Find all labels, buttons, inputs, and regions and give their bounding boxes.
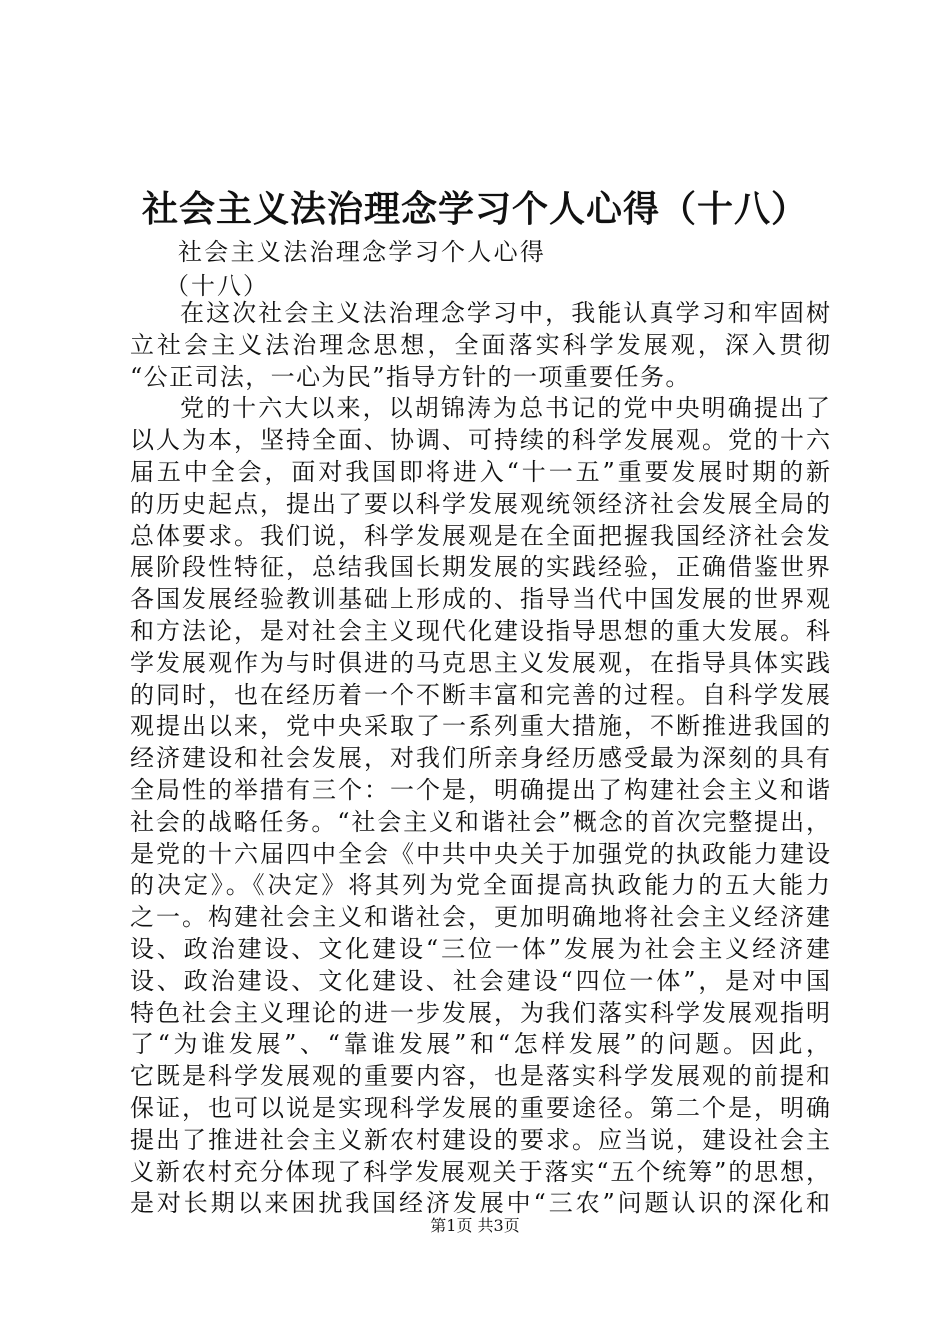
body-line: 保证，也可以说是实现科学发展的重要途径。第二个是，明确: [130, 1093, 830, 1122]
body-line: 学发展观作为与时俱进的马克思主义发展观，在指导具体实践: [130, 648, 830, 677]
body-line: 设、政治建设、文化建设“三位一体”发展为社会主义经济建: [130, 934, 830, 963]
body-line: 义新农村充分体现了科学发展观关于落实“五个统筹”的思想，: [130, 1157, 830, 1186]
body-line: 经济建设和社会发展，对我们所亲身经历感受最为深刻的具有: [130, 744, 830, 773]
document-title: 社会主义法治理念学习个人心得（十八）: [141, 188, 808, 230]
body-line: 总体要求。我们说，科学发展观是在全面把握我国经济社会发: [130, 521, 830, 550]
body-line: 观提出以来，党中央采取了一系列重大措施，不断推进我国的: [130, 712, 830, 741]
document-subtitle: 社会主义法治理念学习个人心得: [178, 238, 547, 266]
document-subtitle-number: （十八）: [165, 272, 269, 300]
body-line: 特色社会主义理论的进一步发展，为我们落实科学发展观指明: [130, 998, 830, 1027]
body-line: 展阶段性特征，总结我国长期发展的实践经验，正确借鉴世界: [130, 553, 830, 582]
body-line: 党的十六大以来，以胡锦涛为总书记的党中央明确提出了: [180, 394, 830, 423]
body-line: 在这次社会主义法治理念学习中，我能认真学习和牢固树: [180, 299, 830, 327]
body-line: 提出了推进社会主义新农村建设的要求。应当说，建设社会主: [130, 1125, 830, 1154]
body-line: “公正司法，一心为民”指导方针的一项重要任务。: [130, 362, 691, 391]
body-line: 的历史起点，提出了要以科学发展观统领经济社会发展全局的: [130, 489, 830, 518]
document-body: [130, 298, 830, 1220]
page-footer: 第1页 共3页: [430, 1216, 520, 1235]
body-line: 的决定》。《决定》将其列为党全面提高执政能力的五大能力: [130, 871, 830, 900]
body-line: 了“为谁发展”、“靠谁发展”和“怎样发展”的问题。因此，: [130, 1030, 830, 1059]
body-line: 是对长期以来困扰我国经济发展中“三农”问题认识的深化和: [130, 1189, 830, 1218]
body-line: 以人为本，坚持全面、协调、可持续的科学发展观。党的十六: [130, 426, 830, 455]
body-line: 立社会主义法治理念思想，全面落实科学发展观，深入贯彻: [130, 330, 830, 359]
body-line: 各国发展经验教训基础上形成的、指导当代中国发展的世界观: [130, 585, 830, 614]
body-line: 届五中全会，面对我国即将进入“十一五”重要发展时期的新: [130, 457, 830, 486]
body-line: 它既是科学发展观的重要内容，也是落实科学发展观的前提和: [130, 1062, 830, 1091]
body-line: 全局性的举措有三个：一个是，明确提出了构建社会主义和谐: [130, 775, 830, 804]
body-line: 设、政治建设、文化建设、社会建设“四位一体”，是对中国: [130, 966, 830, 995]
body-line: 的同时，也在经历着一个不断丰富和完善的过程。自科学发展: [130, 680, 830, 709]
body-line: 和方法论，是对社会主义现代化建设指导思想的重大发展。科: [130, 616, 830, 645]
body-line: 之一。构建社会主义和谐社会，更加明确地将社会主义经济建: [130, 903, 830, 932]
body-line: 社会的战略任务。“社会主义和谐社会”概念的首次完整提出，: [130, 807, 830, 836]
body-line: 是党的十六届四中全会《中共中央关于加强党的执政能力建设: [130, 839, 830, 868]
